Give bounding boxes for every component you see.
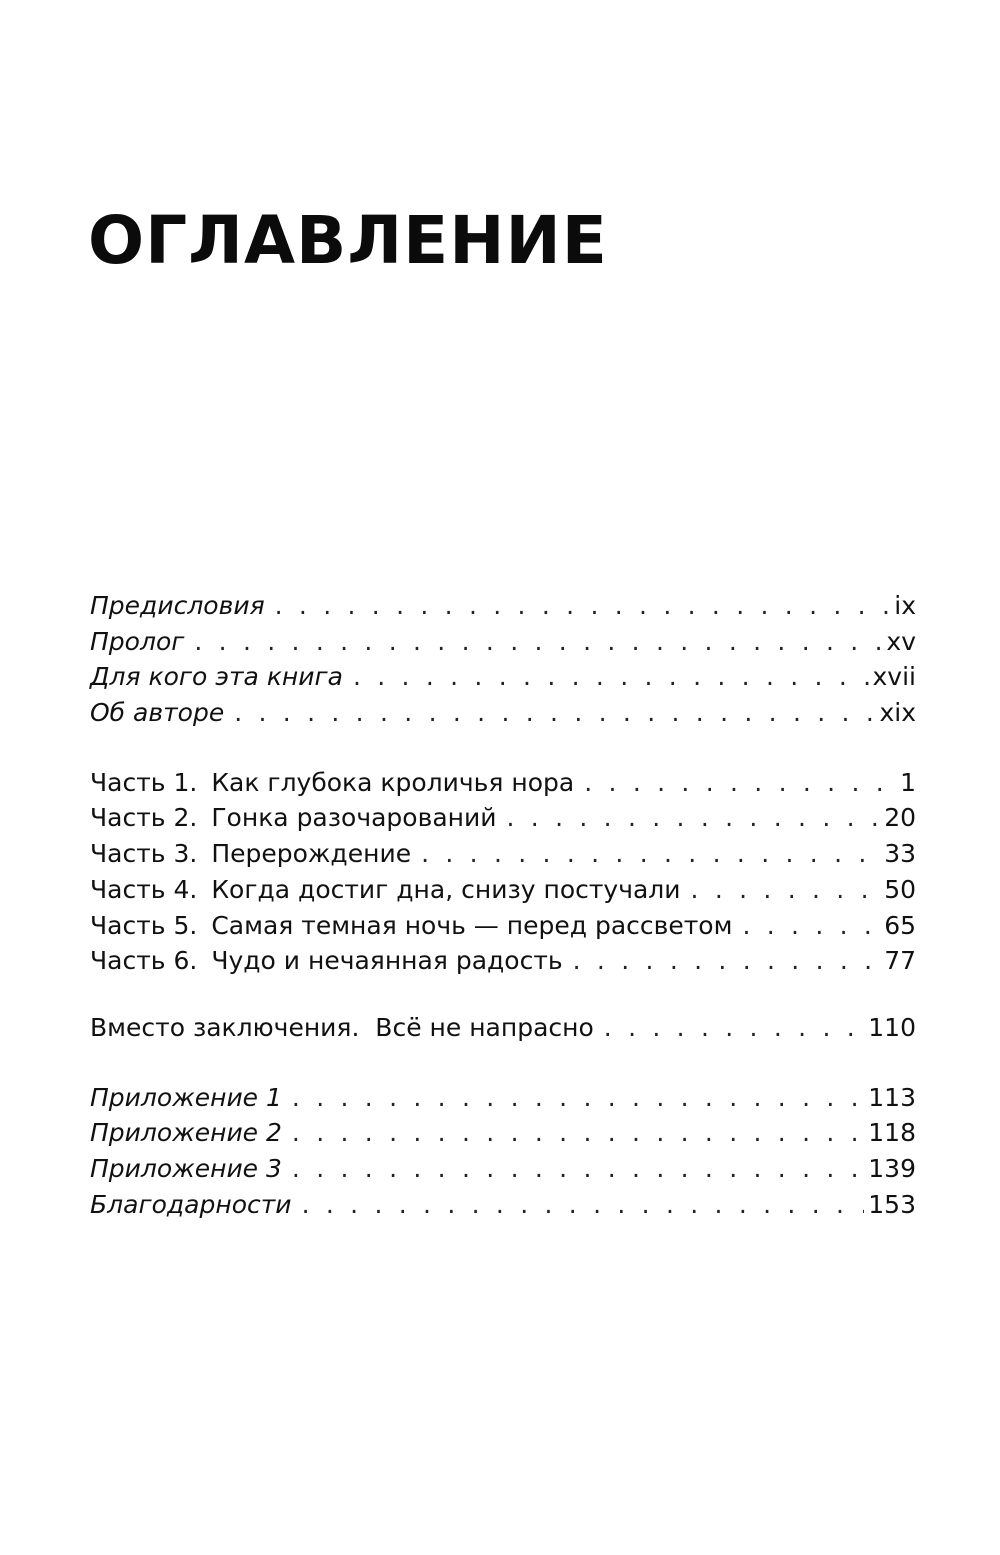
spacer [90,731,916,765]
dot-leader [691,872,881,908]
toc-entry-label [90,836,411,872]
dot-leader [584,765,896,801]
toc-entry-label: Приложение 1 [90,1082,282,1112]
toc-entry-label [90,765,574,801]
toc-page-number: xix [879,698,916,728]
toc-entry-label: Вместо заключения. Всё не напрасно [90,1012,594,1042]
toc-entry-label: Приложение 2 [90,1118,282,1148]
part-number: Часть 5. [90,910,198,940]
dot-leader [292,1115,864,1151]
part-title: Чудо и нечаянная радость [211,946,563,976]
toc-page-number: 1 [900,767,916,797]
dot-leader [507,800,881,836]
toc-page-number: 33 [884,839,916,869]
toc-entry-appendix-2[interactable] [90,1115,916,1151]
toc-page-number: 153 [868,1189,916,1219]
dot-leader [573,943,881,979]
toc-entry-conclusion[interactable] [90,1010,916,1046]
toc-parts [90,765,916,979]
dot-leader [353,659,869,695]
dot-leader [742,908,880,944]
toc-entry-label [90,800,497,836]
toc-entry-acknowledgements[interactable] [90,1187,916,1223]
part-title: Самая темная ночь — перед рассветом [211,910,733,940]
toc-entry-part-4[interactable] [90,872,916,908]
toc-conclusion [90,1010,916,1046]
toc-entry-label: Пролог [90,626,185,656]
dot-leader [275,588,891,624]
toc-entry-label [90,872,681,908]
toc-page-number: 77 [884,946,916,976]
dot-leader [302,1187,865,1223]
toc-entry-part-5[interactable] [90,908,916,944]
page-title: ОГЛАВЛЕНИЕ [88,202,608,279]
dot-leader [292,1151,864,1187]
part-title: Как глубока кроличья нора [211,767,575,797]
toc-entry-forewords[interactable] [90,588,916,624]
toc-page-number: 139 [868,1153,916,1183]
toc-entry-part-2[interactable] [90,800,916,836]
part-number: Часть 6. [90,946,198,976]
toc-page-number: 118 [868,1118,916,1148]
toc-entry-label: Предисловия [90,591,265,620]
part-number: Часть 2. [90,803,198,833]
toc-entry-audience[interactable] [90,659,916,695]
spacer [90,1046,916,1080]
toc-page-number: 20 [884,803,916,833]
toc-entry-about-author[interactable] [90,695,916,731]
toc-entry-label: Благодарности [90,1189,292,1219]
part-title: Когда достиг дна, снизу постучали [211,874,681,904]
toc-page-number: 110 [868,1012,916,1042]
toc-entry-part-6[interactable] [90,943,916,979]
toc-page-number: xvii [872,662,916,692]
part-number: Часть 1. [90,767,198,797]
dot-leader [194,624,882,660]
toc-entry-appendix-1[interactable] [90,1080,916,1116]
toc-back-matter [90,1080,916,1223]
part-number: Часть 4. [90,874,198,904]
toc-page-number: 113 [868,1082,916,1112]
dot-leader [234,695,875,731]
toc-entry-part-3[interactable] [90,836,916,872]
toc-entry-appendix-3[interactable] [90,1151,916,1187]
toc-page-number: 65 [884,910,916,940]
part-number: Часть 3. [90,839,198,869]
part-title: Перерождение [211,839,412,869]
toc-entry-label: Об авторе [90,698,225,728]
toc-entry-part-1[interactable] [90,765,916,801]
toc-entry-label: Для кого эта книга [90,662,343,692]
toc-front-matter [90,588,916,731]
toc-entry-prologue[interactable] [90,624,916,660]
dot-leader [604,1010,864,1046]
toc-entry-label: Приложение 3 [90,1153,282,1183]
toc-entry-label [90,943,563,979]
dot-leader [292,1080,864,1116]
part-title: Гонка разочарований [211,803,497,833]
toc-entry-label [90,908,732,944]
table-of-contents [90,588,916,1222]
toc-page-number: ix [894,591,916,620]
toc-page-number: 50 [884,874,916,904]
spacer [90,979,916,1010]
dot-leader [421,836,880,872]
toc-page-number: xv [886,626,916,656]
